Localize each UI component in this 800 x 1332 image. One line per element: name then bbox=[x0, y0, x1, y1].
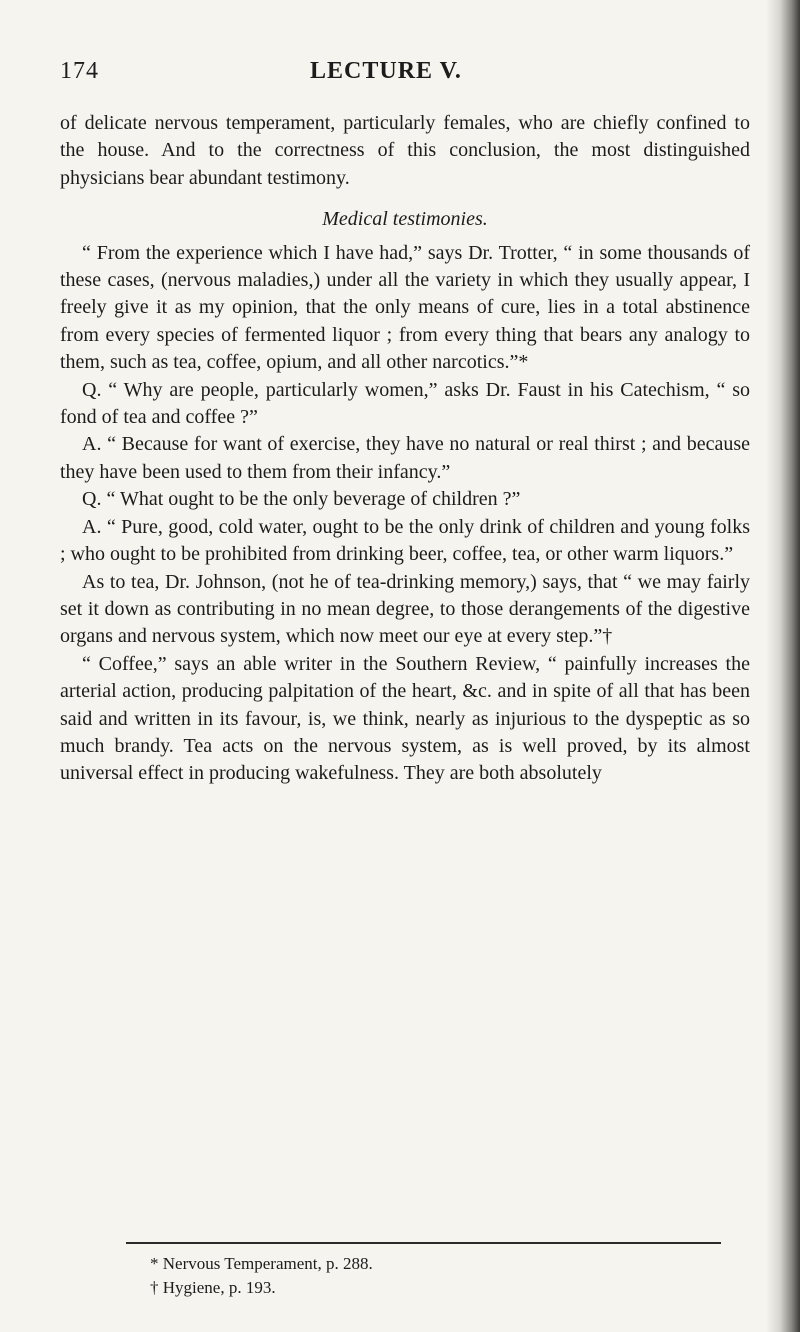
footnote-divider bbox=[126, 1242, 721, 1244]
page-edge-shadow bbox=[766, 0, 800, 1332]
paragraph-southern-review-quote: “ Coffee,” says an able writer in the Southern Review, “ painfully increases the arterial action, producing palpitation of the heart, &c. and in spite of all that has been said and written in its favour, is, we think, nearly as injurious to the dyspeptic as so much brandy. Tea acts on the nervous system, as is well proved, by its almost universal effect in producing wakefulness. They are both absolutely bbox=[60, 652, 750, 785]
page-number: 174 bbox=[60, 58, 99, 84]
section-heading: Medical testimonies. bbox=[322, 208, 488, 231]
paragraph-johnson-quote: As to tea, Dr. Johnson, (not he of tea-drinking memory,) says, that “ we may fairly set it down as contributing in no mean degree, to those derangements of the digestive organs and nervous system, which now meet our eye at every step.”† bbox=[60, 570, 750, 648]
paragraph-answer-2: A. “ Pure, good, cold water, ought to be the only drink of children and young folks ; who ought to be prohibited from drinking beer, coffee, tea, or other warm liquors.” bbox=[60, 515, 750, 566]
paragraph-question-2: Q. “ What ought to be the only beverage of children ?” bbox=[82, 488, 521, 511]
footnote-2: † Hygiene, p. 193. bbox=[150, 1278, 276, 1297]
paragraph-trotter-quote: “ From the experience which I have had,” says Dr. Trotter, “ in some thousands of these cases, (nervous maladies,) under all the variety in which they usually appear, I freely give it as my opinion, that the only means of cure, lies in a total abstinence from every species of fermented liquor ; from every thing that bears any analogy to them, such as tea, coffee, opium, and all other narcotics.”* bbox=[60, 241, 750, 374]
running-head: LECTURE V. bbox=[310, 58, 462, 84]
paragraph-intro: of delicate nervous temperament, particularly females, who are chiefly confined to the house. And to the correctness of this conclusion, the most distinguished physicians bear abundant testimony. bbox=[60, 112, 750, 189]
footnote-1: * Nervous Temperament, p. 288. bbox=[150, 1254, 373, 1273]
body-text bbox=[60, 110, 750, 788]
paragraph-question-1: Q. “ Why are people, particularly women,” asks Dr. Faust in his Catechism, “ so fond of tea and coffee ?” bbox=[60, 378, 750, 429]
footnotes bbox=[150, 1252, 373, 1300]
paragraph-answer-1: A. “ Because for want of exercise, they have no natural or real thirst ; and because they have been used to them from their infancy.” bbox=[60, 433, 750, 483]
page-header bbox=[60, 58, 740, 98]
